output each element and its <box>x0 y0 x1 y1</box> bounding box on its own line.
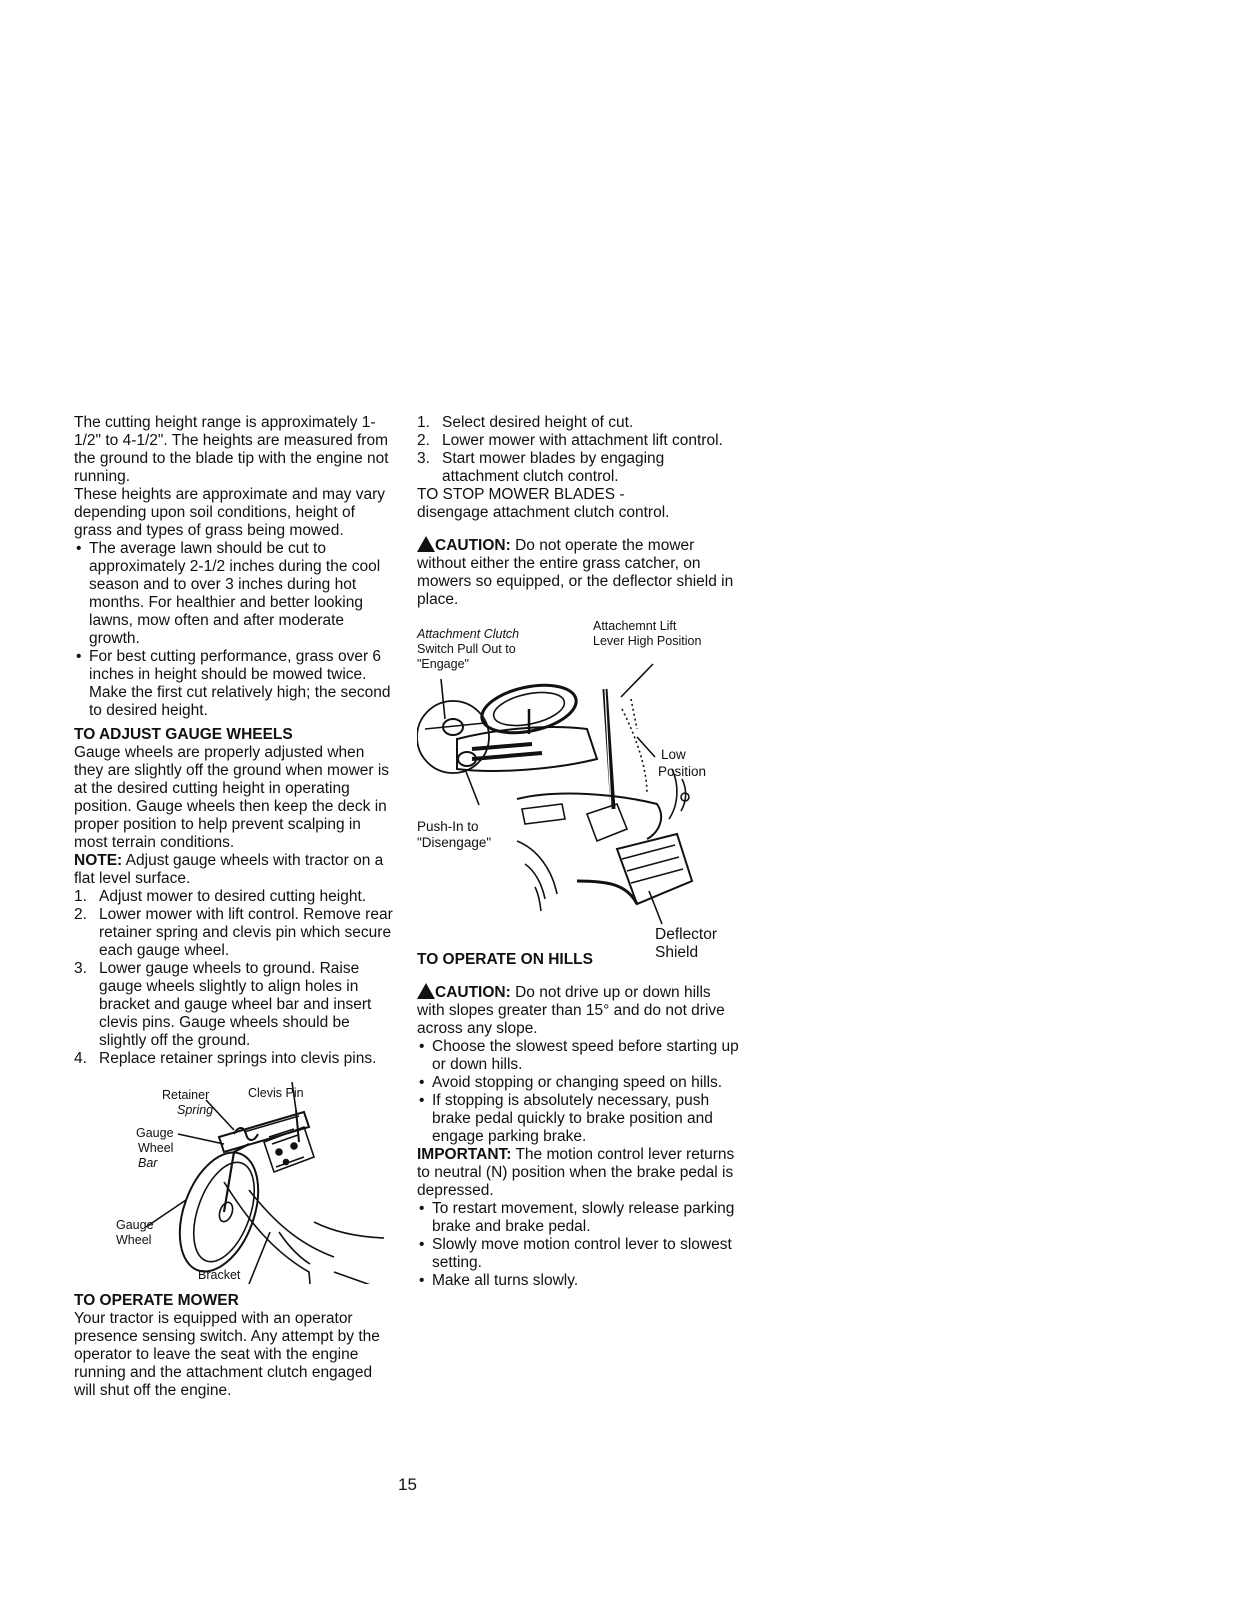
lift-label-2: Lever High Position <box>593 634 702 648</box>
cutting-height-note: These heights are approximate and may vary depending upon soil conditions, height of grass and types of grass being mowed. <box>74 486 386 539</box>
gauge-note <box>74 852 396 888</box>
step-text: Replace retainer springs into clevis pins. <box>99 1050 377 1067</box>
low-position-label-2: Position <box>658 764 707 779</box>
lawn-tips-list <box>74 540 396 720</box>
step-number: 4. <box>74 1050 87 1067</box>
step-number: 1. <box>74 888 87 905</box>
list-item: • If stopping is absolutely necessary, push brake pedal quickly to brake position and engage parking brake. <box>417 1092 739 1146</box>
important-text: The motion control lever returns to neutral (N) position when the brake pedal is depressed. <box>417 1146 735 1199</box>
gauge-label: Gauge <box>136 1126 174 1140</box>
gauge-wheel-label-2: Wheel <box>116 1233 152 1247</box>
clutch-label-2: Switch Pull Out to <box>417 642 516 656</box>
lift-label-1: Attachemnt Lift <box>593 619 677 633</box>
operate-hills-heading: TO OPERATE ON HILLS <box>417 951 593 968</box>
low-position-label-1: Low <box>661 747 686 762</box>
gauge-wheel-illustration <box>74 1072 396 1284</box>
spring-label: Spring <box>177 1103 214 1117</box>
step-text: Adjust mower to desired cutting height. <box>99 888 367 905</box>
gauge-wheel-label: Gauge <box>116 1218 154 1232</box>
list-item <box>74 960 396 1050</box>
page-number: 15 <box>398 1475 417 1494</box>
step-text: Select desired height of cut. <box>442 414 634 431</box>
clutch-label-3: "Engage" <box>417 657 469 671</box>
gauge-steps-list <box>74 888 396 1068</box>
list-item <box>74 1050 396 1068</box>
step-number: 3. <box>74 960 87 977</box>
list-item: • The average lawn should be cut to approximately 2-1/2 inches during the cool season and to over 3 inches during hot months. For healthier and better looking lawns, mow often and after moderate growth. <box>74 540 396 648</box>
clutch-control-figure <box>417 619 739 959</box>
deflector-label-2: Shield <box>655 944 699 961</box>
list-item <box>74 888 396 906</box>
gauge-wheel-figure <box>74 1072 396 1284</box>
caution-slopes <box>417 983 739 1038</box>
gauge-wheels-heading: TO ADJUST GAUGE WHEELS <box>74 726 293 743</box>
gauge-wheels-text: Gauge wheels are properly adjusted when they are slightly off the ground when mower is at the desired cutting height in operating position. Gauge wheels then keep the deck in proper position to help prevent scalping in most terrain conditions. <box>74 744 390 851</box>
step-text: Lower gauge wheels to ground. Raise gauge wheels slightly to align holes in bracket and gauge wheel bar and insert clevis pins. Gauge wheels should be slightly off the ground. <box>99 960 372 1049</box>
caution-label: CAUTION: <box>435 537 511 554</box>
step-text: Lower mower with lift control. Remove rear retainer spring and clevis pin which secure each gauge wheel. <box>99 906 393 959</box>
list-item <box>417 432 739 450</box>
mowing-steps-list <box>417 414 739 486</box>
right-column <box>417 414 739 1290</box>
caution-text: Do not drive up or down hills with slopes greater than 15° and do not drive across any slope. <box>417 984 725 1037</box>
list-item <box>417 450 739 486</box>
clevis-pin-label: Clevis Pin <box>248 1086 304 1100</box>
bracket-label: Bracket <box>198 1268 241 1282</box>
deflector-label-1: Deflector <box>655 926 718 943</box>
important-label: IMPORTANT: <box>417 1146 512 1163</box>
list-item: • For best cutting performance, grass over 6 inches in height should be mowed twice. Make the first cut relatively high; the second to desired height. <box>74 648 396 720</box>
clutch-label-1: Attachment Clutch <box>417 627 520 641</box>
list-item: • Avoid stopping or changing speed on hills. <box>417 1074 739 1092</box>
list-item: • Slowly move motion control lever to slowest setting. <box>417 1236 739 1272</box>
left-column <box>74 414 396 1400</box>
step-number: 2. <box>417 432 430 449</box>
important-note <box>417 1146 739 1200</box>
caution-text: Do not operate the mower without either the entire grass catcher, on mowers so equipped, or the deflector shield in place. <box>417 537 734 608</box>
warning-icon <box>417 983 435 999</box>
hills-tips-list <box>417 1038 739 1146</box>
step-text: Start mower blades by engaging attachment clutch control. <box>442 450 665 485</box>
list-item: • To restart movement, slowly release parking brake and brake pedal. <box>417 1200 739 1236</box>
caution-label: CAUTION: <box>435 984 511 1001</box>
cutting-height-intro: The cutting height range is approximately 1-1/2" to 4-1/2". The heights are measured from the ground to the blade tip with the engine not running. <box>74 414 389 485</box>
warning-icon <box>417 536 435 552</box>
operate-mower-text: Your tractor is equipped with an operator presence sensing switch. Any attempt by the operator to leave the seat with the engine running and the attachment clutch engaged will shut off the engine. <box>74 1310 380 1399</box>
wheel-label: Wheel <box>138 1141 174 1155</box>
stop-blades-title: TO STOP MOWER BLADES - <box>417 486 625 503</box>
restart-tips-list <box>417 1200 739 1290</box>
list-item: • Choose the slowest speed before starting up or down hills. <box>417 1038 739 1074</box>
step-number: 2. <box>74 906 87 923</box>
list-item: • Make all turns slowly. <box>417 1272 739 1290</box>
retainer-label: Retainer <box>162 1088 210 1102</box>
list-item <box>417 414 739 432</box>
step-number: 3. <box>417 450 430 467</box>
note-text: Adjust gauge wheels with tractor on a flat level surface. <box>74 852 384 887</box>
list-item <box>74 906 396 960</box>
bar-label: Bar <box>138 1156 158 1170</box>
step-number: 1. <box>417 414 430 431</box>
step-text: Lower mower with attachment lift control. <box>442 432 723 449</box>
stop-blades-text: disengage attachment clutch control. <box>417 504 670 521</box>
caution-grass-catcher <box>417 536 739 609</box>
push-in-label-2: "Disengage" <box>417 835 492 850</box>
note-label: NOTE: <box>74 852 123 869</box>
push-in-label-1: Push-In to <box>417 819 479 834</box>
operate-mower-heading: TO OPERATE MOWER <box>74 1292 239 1309</box>
